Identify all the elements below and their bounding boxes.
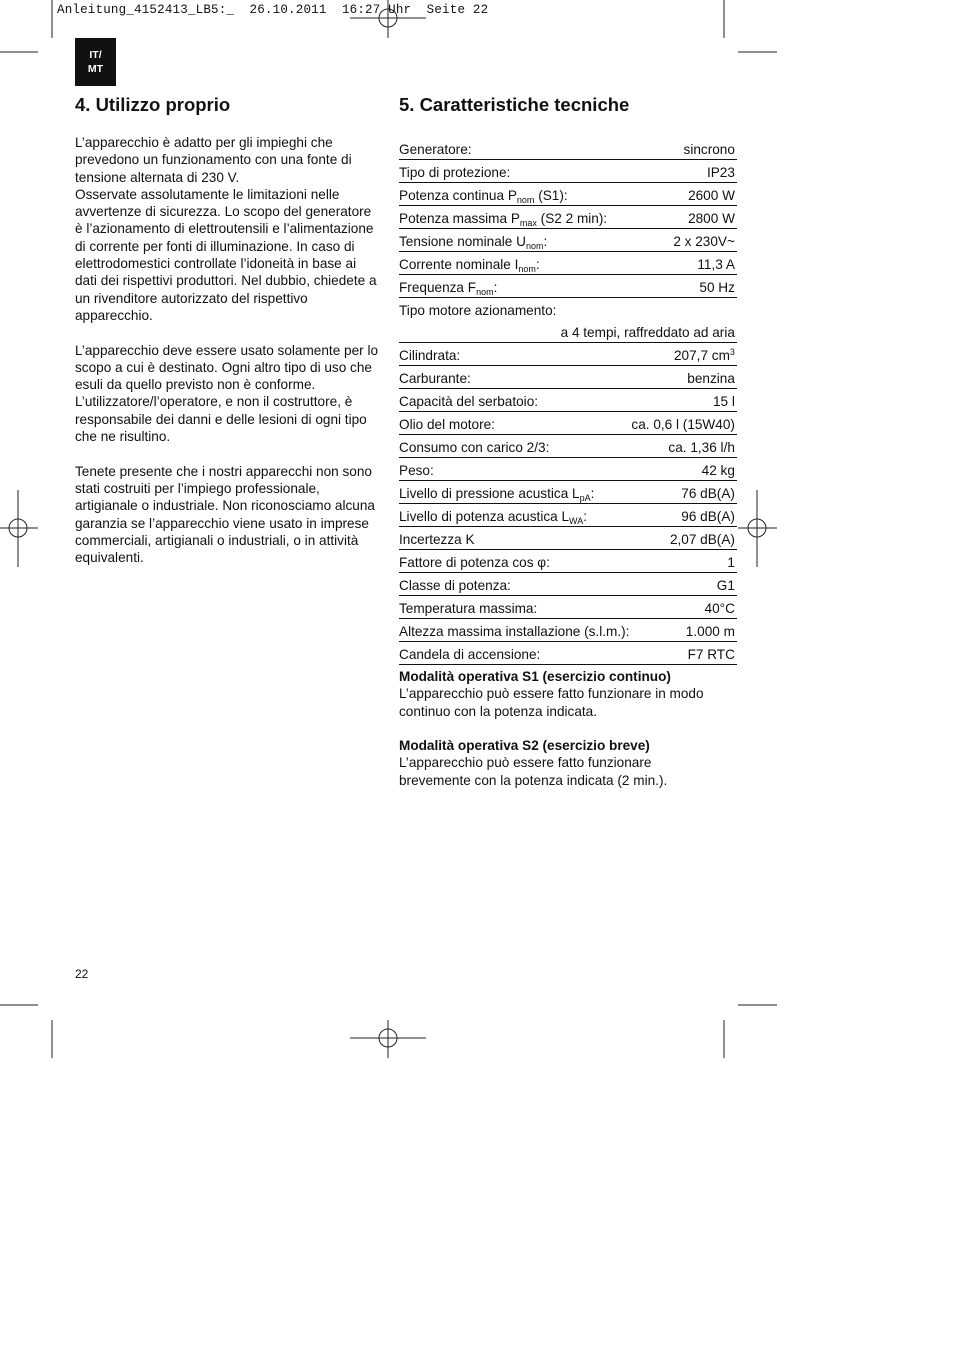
spec-row-candela: [399, 642, 737, 665]
language-badge-line2: MT: [87, 63, 104, 75]
spec-value: G1: [631, 573, 737, 596]
spec-row-generatore: [399, 137, 737, 160]
spec-label: Corrente nominale $I_{nom}$:: [399, 252, 631, 275]
spec-row-carburante: [399, 366, 737, 389]
spec-value: 2800 W: [631, 206, 737, 229]
paragraph: L’apparecchio è adatto per gli impieghi che prevedono un funzionamento con una fonte di tensione alternata di 230 V.: [75, 135, 352, 185]
spec-value: ca. 0,6 l (15W40): [631, 412, 737, 435]
language-badge-line1: IT/: [89, 49, 102, 61]
spec-value: 2 x 230V~: [631, 229, 737, 252]
spec-label: Capacità del serbatoio:: [399, 389, 631, 412]
registration-mark-bottom: [350, 1020, 426, 1058]
spec-row-frequenza: [399, 275, 737, 298]
spec-value: 2,07 dB(A): [631, 527, 737, 550]
spec-row-corrente: [399, 252, 737, 275]
mode-s2-heading: Modalità operativa S2 (esercizio breve): [399, 738, 650, 754]
spec-label: Cilindrata:: [399, 343, 631, 366]
spec-row-potenza-continua: [399, 183, 737, 206]
spec-row-classe: [399, 573, 737, 596]
paragraph: L’apparecchio deve essere usato solamente per lo scopo a cui è destinato. Ogni altro tipo di uso che esuli da quello previsto non è conforme. L’utilizzatore/l’operatore, e non il costruttore, è responsabile dei danni e delle lesioni di ogni tipo che ne risultino.: [75, 342, 379, 445]
mode-s1-text: L’apparecchio può essere fatto funzionare in modo continuo con la potenza indicata.: [399, 686, 704, 719]
spec-row-serbatoio: [399, 389, 737, 412]
spec-value: ca. 1,36 l/h: [631, 435, 737, 458]
spec-label: Potenza continua $P_{nom}$ (S1):: [399, 183, 631, 206]
mode-s2-text: L’apparecchio può essere fatto funzionare brevemente con la potenza indicata (2 min.).: [399, 755, 668, 788]
spec-label: Carburante:: [399, 366, 631, 389]
section-4-body: [75, 134, 380, 584]
spec-label: Classe di potenza:: [399, 573, 631, 596]
spec-value: 40°C: [631, 596, 737, 619]
spec-label: Fattore di potenza cos φ:: [399, 550, 631, 573]
spec-row-incertezza: [399, 527, 737, 550]
spec-label: Livello di potenza acustica $L_{WA}$:: [399, 504, 631, 527]
spec-row-peso: [399, 458, 737, 481]
spec-row-cosphi: [399, 550, 737, 573]
page-number: 22: [75, 967, 89, 981]
spec-row-tensione: [399, 229, 737, 252]
spec-value: benzina: [631, 366, 737, 389]
spec-label: Frequenza $F_{nom}$:: [399, 275, 631, 298]
spec-label: Peso:: [399, 458, 631, 481]
spec-value: 1: [631, 550, 737, 573]
spec-label: Consumo con carico 2/3:: [399, 435, 631, 458]
spec-label: Olio del motore:: [399, 412, 631, 435]
spec-value: a 4 tempi, raffreddato ad aria: [399, 320, 737, 343]
spec-row-consumo: [399, 435, 737, 458]
spec-value: 1.000 m: [631, 619, 737, 642]
section-5-title: 5. Caratteristiche tecniche: [399, 94, 630, 115]
operating-modes: [399, 668, 704, 806]
spec-label: Potenza massima $P_{max}$ (S2 2 min):: [399, 206, 631, 229]
registration-mark-right: [738, 490, 777, 567]
spec-row-potenza-massima: [399, 206, 737, 229]
paragraph: Tenete presente che i nostri apparecchi non sono stati costruiti per l’impiego professionale, artigianale o industriale. Non riconosciamo alcuna garanzia se l’apparecchio viene usato in imprese commerciali, artigianali o industriali, o in attività equivalenti.: [75, 463, 375, 566]
spec-label: Temperatura massima:: [399, 596, 631, 619]
spec-value: 207,7 $cm^3$: [631, 343, 737, 366]
registration-mark-left: [0, 490, 38, 567]
spec-value: IP23: [631, 160, 737, 183]
spec-value: 76 dB(A): [631, 481, 737, 504]
spec-label: Candela di accensione:: [399, 642, 631, 665]
spec-value: F7 RTC: [631, 642, 737, 665]
spec-row-cilindrata: [399, 343, 737, 366]
spec-row-lwa: [399, 504, 737, 527]
spec-row-lpa: [399, 481, 737, 504]
spec-label: Livello di pressione acustica $L_{pA}$:: [399, 481, 631, 504]
mode-s2: [399, 737, 704, 789]
spec-row-motore-value: [399, 320, 737, 343]
mode-s1-heading: Modalità operativa S1 (esercizio continuo): [399, 669, 671, 684]
spec-row-olio: [399, 412, 737, 435]
mode-s1: [399, 668, 704, 720]
section-4-title: 4. Utilizzo proprio: [75, 94, 231, 115]
spec-label: Altezza massima installazione (s.l.m.):: [399, 619, 631, 642]
paragraph: Osservate assolutamente le limitazioni nelle avvertenze di sicurezza. Lo scopo del generatore è l’azionamento di elettroutensili e l’alimentazione di corrente per fonti di illuminazione. In caso di elettrodomestici controllate l’idoneità in base ai dati dei rispettivi produttori. Nel dubbio, chiedete a un rivenditore autorizzato del rispettivo apparecchio.: [75, 186, 377, 323]
spec-label: Tipo motore azionamento:: [399, 303, 557, 318]
spec-value: 11,3 A: [631, 252, 737, 275]
spec-value: 42 kg: [631, 458, 737, 481]
spec-row-temp: [399, 596, 737, 619]
spec-label: Tensione nominale $U_{nom}$:: [399, 229, 631, 252]
spec-value: 2600 W: [631, 183, 737, 206]
spec-row-altezza: [399, 619, 737, 642]
print-slug: Anleitung_4152413_LB5:_ 26.10.2011 16:27 Uhr Seite 22: [57, 3, 489, 17]
spec-table: [399, 137, 737, 665]
spec-row-motore: [399, 298, 737, 321]
spec-value: 96 dB(A): [631, 504, 737, 527]
spec-row-protezione: [399, 160, 737, 183]
spec-value: 50 Hz: [631, 275, 737, 298]
spec-value: 15 l: [631, 389, 737, 412]
language-badge: [75, 38, 116, 86]
spec-label: Tipo di protezione:: [399, 160, 631, 183]
spec-value: sincrono: [631, 137, 737, 160]
spec-label: Incertezza K: [399, 527, 631, 550]
spec-label: Generatore:: [399, 137, 631, 160]
